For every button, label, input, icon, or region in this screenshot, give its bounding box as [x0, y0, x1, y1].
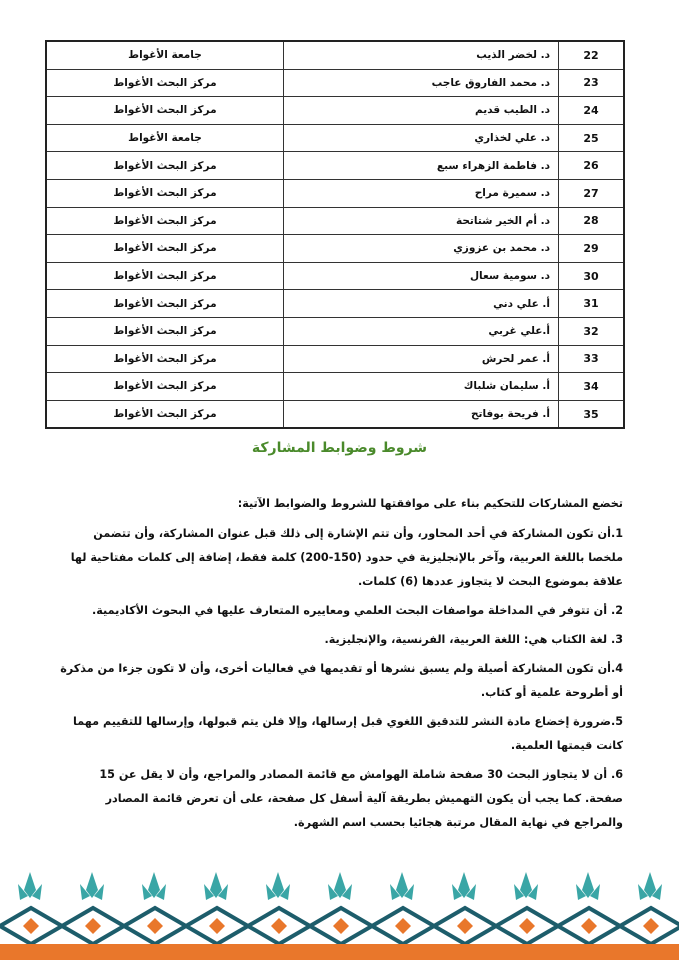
diamond-center [457, 918, 473, 934]
row-number: 22 [559, 41, 625, 69]
diamond-center [147, 918, 163, 934]
decorative-footer [0, 868, 679, 960]
table-row [46, 207, 624, 235]
participant-name: د. أم الخير شتاتحة [284, 207, 559, 235]
condition-item: 4.أن تكون المشاركة أصيلة ولم يسبق نشرها أو تقديمها في فعاليات أخرى، وأن لا تكون جزءا من مذكرة أو أطروحة علمية أو كتاب. [60, 662, 623, 699]
diamond-center [85, 918, 101, 934]
table-row [46, 152, 624, 180]
row-number: 28 [559, 207, 625, 235]
participant-affiliation: مركز البحث الأغواط [46, 345, 284, 373]
participant-name: د. محمد بن عزوزي [284, 235, 559, 263]
participant-name: د. علي لخذاري [284, 124, 559, 152]
participant-affiliation: مركز البحث الأغواط [46, 290, 284, 318]
condition-item: 5.ضرورة إخضاع مادة النشر للتدقيق اللغوي قبل إرسالها، وإلا فلن يتم قبولها، وإرسالها للتقييم مهما كانت قيمتها العلمية. [73, 715, 623, 752]
table-row [46, 97, 624, 125]
diamond-center [333, 918, 349, 934]
participant-affiliation: مركز البحث الأغواط [46, 152, 284, 180]
participant-name: د. فاطمة الزهراء سبع [284, 152, 559, 180]
diamond-center [23, 918, 39, 934]
participant-affiliation: مركز البحث الأغواط [46, 207, 284, 235]
table-row [46, 290, 624, 318]
participant-affiliation: جامعة الأغواط [46, 41, 284, 69]
diamond-center [643, 918, 659, 934]
diamond-center [519, 918, 535, 934]
participant-name: أ.علي غربي [284, 317, 559, 345]
diamond-center [581, 918, 597, 934]
diamond-center [209, 918, 225, 934]
participant-name: د. سومية سعال [284, 262, 559, 290]
row-number: 35 [559, 400, 625, 428]
table-row [46, 235, 624, 263]
participant-affiliation: مركز البحث الأغواط [46, 317, 284, 345]
conditions-intro: تخضع المشاركات للتحكيم بناء على موافقتها للشروط والضوابط الآتية: [237, 497, 623, 510]
row-number: 34 [559, 373, 625, 401]
section-title: شروط وضوابط المشاركة [251, 440, 428, 456]
row-number: 32 [559, 317, 625, 345]
condition-item: 3. لغة الكتاب هي: اللغة العربية، الفرنسية، والإنجليزية. [324, 633, 623, 646]
table-row [46, 345, 624, 373]
table-row [46, 262, 624, 290]
participant-name: د. لخضر الذيب [284, 41, 559, 69]
participant-name: د. سميرة مراح [284, 179, 559, 207]
row-number: 24 [559, 97, 625, 125]
row-number: 23 [559, 69, 625, 97]
participant-affiliation: مركز البحث الأغواط [46, 235, 284, 263]
participant-affiliation: مركز البحث الأغواط [46, 179, 284, 207]
participant-affiliation: جامعة الأغواط [46, 124, 284, 152]
row-number: 27 [559, 179, 625, 207]
diamond-center [395, 918, 411, 934]
participant-name: د. محمد الفاروق عاجب [284, 69, 559, 97]
table-row [46, 373, 624, 401]
condition-item: 2. أن تتوفر في المداخلة مواصفات البحث العلمي ومعاييره المتعارف عليها في البحوث الأكاديمية. [92, 604, 623, 617]
row-number: 26 [559, 152, 625, 180]
participant-name: أ. عمر لحرش [284, 345, 559, 373]
participant-affiliation: مركز البحث الأغواط [46, 373, 284, 401]
row-number: 31 [559, 290, 625, 318]
table-row [46, 179, 624, 207]
row-number: 33 [559, 345, 625, 373]
table-row [46, 41, 624, 69]
diamond-center [271, 918, 287, 934]
row-number: 30 [559, 262, 625, 290]
row-number: 29 [559, 235, 625, 263]
table-row [46, 317, 624, 345]
conditions-text [58, 492, 623, 840]
participant-name: د. الطيب قديم [284, 97, 559, 125]
condition-item: 1.أن تكون المشاركة في أحد المحاور، وأن تتم الإشارة إلى ذلك قبل عنوان المشاركة، وأن تتضمن ملخصا باللغة العربية، وآخر بالإنجليزية في حدود (150-200) كلمة فقط، إضافة إلى كلمات مفتاحية لها علاقة بموضوع البحث لا يتجاوز عددها (6) كلمات. [70, 527, 623, 588]
table-row [46, 124, 624, 152]
participant-name: أ. سليمان شلباك [284, 373, 559, 401]
table-row [46, 400, 624, 428]
participant-affiliation: مركز البحث الأغواط [46, 97, 284, 125]
table-row [46, 69, 624, 97]
row-number: 25 [559, 124, 625, 152]
participant-affiliation: مركز البحث الأغواط [46, 262, 284, 290]
participant-name: أ. فريحة بوفاتح [284, 400, 559, 428]
condition-item: 6. أن لا يتجاوز البحث 30 صفحة شاملة الهوامش مع قائمة المصادر والمراجع، وأن لا يقل عن 15 صفحة. كما يجب أن يكون التهميش بطريقة آلية أسفل كل صفحة، على أن تعرض قائمة المصادر والمراجع في نهاية المقال مرتبة هجائيا بحسب اسم الشهرة. [99, 768, 623, 829]
footer-orange-band [0, 944, 679, 960]
participants-table [45, 40, 625, 429]
participant-affiliation: مركز البحث الأغواط [46, 69, 284, 97]
participant-name: أ. علي دني [284, 290, 559, 318]
participant-affiliation: مركز البحث الأغواط [46, 400, 284, 428]
